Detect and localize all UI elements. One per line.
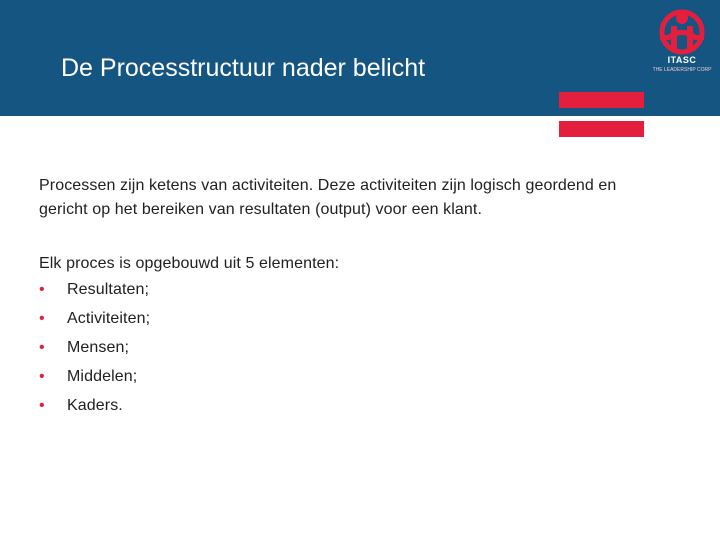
list-item [39,307,699,336]
slide-title: De Processtructuur nader belicht [61,54,426,82]
list-item-label: Activiteiten; [67,310,151,327]
intro-paragraph [39,174,699,222]
red-accent-bar-bottom [559,121,644,137]
list-item [39,394,699,423]
red-accent-bar-top [559,92,644,108]
intro-line: Processen zijn ketens van activiteiten. Deze activiteiten zijn logisch geordend en [39,177,617,194]
slide-body [39,174,699,423]
bullet-icon: • [39,368,45,385]
bullet-icon: • [39,397,45,414]
bullet-icon: • [39,281,45,298]
logo-tagline: THE LEADERSHIP CORP [652,67,712,73]
list-item-label: Middelen; [67,368,138,385]
element-list [39,278,699,423]
bullet-icon: • [39,310,45,327]
bullet-icon: • [39,339,45,356]
list-item-label: Mensen; [67,339,130,356]
list-item [39,365,699,394]
list-item-label: Kaders. [67,397,123,414]
intro-line: gericht op het bereiken van resultaten (output) voor een klant. [39,201,483,218]
element-list-wrapper [39,278,699,423]
paragraph-spacer [39,222,699,252]
list-item-label: Resultaten; [67,281,150,298]
list-item [39,278,699,307]
list-item [39,336,699,365]
list-intro: Elk proces is opgebouwd uit 5 elementen: [39,255,340,272]
logo-name: ITASC [667,55,697,65]
